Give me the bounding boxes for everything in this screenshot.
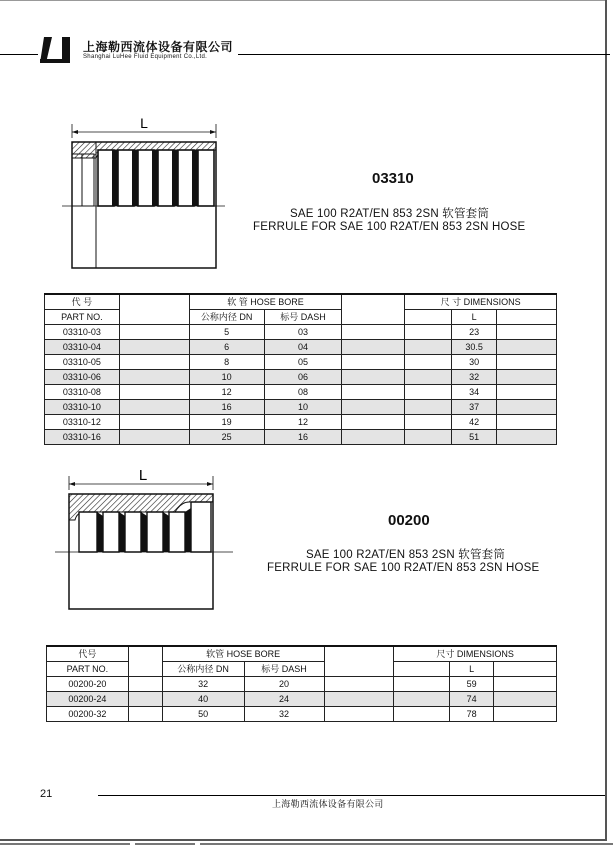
cell-dash: 32	[244, 707, 324, 722]
cell-dn: 25	[189, 430, 264, 445]
header-blank	[119, 294, 189, 325]
header-part-no: PART NO.	[45, 310, 120, 325]
cell-dash: 24	[244, 692, 324, 707]
header-blank	[494, 662, 557, 677]
table-row	[47, 707, 557, 722]
footer-company-name: 上海勒西流体设备有限公司	[272, 799, 384, 809]
table-cell	[342, 400, 405, 415]
header-blank	[394, 662, 450, 677]
header-dash: 标号 DASH	[264, 310, 342, 325]
table-cell	[497, 400, 557, 415]
table-cell	[497, 385, 557, 400]
table-cell	[324, 677, 394, 692]
cell-dn: 10	[189, 370, 264, 385]
table-cell	[405, 400, 452, 415]
table-cell	[394, 707, 450, 722]
table-cell	[497, 430, 557, 445]
company-name-cn: 上海勒西流体设备有限公司	[83, 40, 234, 54]
header-hose-bore: 软 管 HOSE BORE	[189, 294, 342, 310]
spec-table-03310	[44, 293, 557, 445]
header-blank	[497, 310, 557, 325]
cell-dn: 19	[189, 415, 264, 430]
table-row	[45, 430, 557, 445]
cell-dash: 08	[264, 385, 342, 400]
table-cell	[342, 430, 405, 445]
table-cell	[497, 340, 557, 355]
cell-part: 00200-24	[47, 692, 129, 707]
ferrule-03310-drawing	[60, 110, 225, 275]
table-row	[45, 355, 557, 370]
page-number: 21	[40, 788, 53, 800]
company-name-en: Shanghai LuHee Fluid Equipment Co.,Ltd.	[83, 54, 208, 60]
table-cell	[119, 325, 189, 340]
header-blank	[405, 310, 452, 325]
header-hose-bore: 软管 HOSE BORE	[162, 646, 324, 662]
cell-l: 30.5	[452, 340, 497, 355]
table-cell	[342, 385, 405, 400]
header-dimensions: 尺 寸 DIMENSIONS	[405, 294, 557, 310]
table-row	[45, 325, 557, 340]
table-cell	[405, 325, 452, 340]
product-code-03310: 03310	[372, 170, 414, 187]
cell-part: 03310-05	[45, 355, 120, 370]
table-cell	[405, 370, 452, 385]
header-code-cn: 代 号	[45, 294, 120, 310]
table-row	[45, 340, 557, 355]
cell-dash: 12	[264, 415, 342, 430]
table-cell	[128, 707, 162, 722]
cell-dash: 10	[264, 400, 342, 415]
cell-l: 42	[452, 415, 497, 430]
header-rule-right	[238, 54, 610, 55]
table-cell	[119, 385, 189, 400]
header-l: L	[452, 310, 497, 325]
table-row	[45, 400, 557, 415]
product-title-cn: SAE 100 R2AT/EN 853 2SN 软管套筒	[290, 208, 490, 220]
table-cell	[342, 355, 405, 370]
product-code-00200: 00200	[388, 512, 430, 529]
cell-l: 59	[450, 677, 494, 692]
cell-part: 00200-32	[47, 707, 129, 722]
cell-l: 74	[450, 692, 494, 707]
header-blank	[324, 646, 394, 677]
cell-dn: 16	[189, 400, 264, 415]
table-cell	[497, 325, 557, 340]
table-cell	[405, 340, 452, 355]
table-cell	[394, 677, 450, 692]
product-title-cn: SAE 100 R2AT/EN 853 2SN 软管套筒	[306, 549, 506, 561]
cell-dn: 32	[162, 677, 244, 692]
cell-part: 03310-10	[45, 400, 120, 415]
table-cell	[405, 415, 452, 430]
table-cell	[119, 355, 189, 370]
cell-dash: 16	[264, 430, 342, 445]
cell-part: 00200-20	[47, 677, 129, 692]
table-cell	[497, 415, 557, 430]
table-cell	[405, 385, 452, 400]
table-cell	[494, 707, 557, 722]
cell-part: 03310-06	[45, 370, 120, 385]
spec-table-00200	[46, 645, 557, 722]
table-cell	[119, 340, 189, 355]
table-row	[45, 385, 557, 400]
table-cell	[342, 340, 405, 355]
product-title-en: FERRULE FOR SAE 100 R2AT/EN 853 2SN HOSE	[253, 221, 526, 233]
header-dash: 标号 DASH	[244, 662, 324, 677]
footer-rule	[98, 795, 605, 796]
cell-part: 03310-16	[45, 430, 120, 445]
cell-l: 23	[452, 325, 497, 340]
table-cell	[394, 692, 450, 707]
cell-part: 03310-04	[45, 340, 120, 355]
table-cell	[405, 355, 452, 370]
table-cell	[497, 370, 557, 385]
header-dimensions: 尺寸 DIMENSIONS	[394, 646, 557, 662]
cell-l: 37	[452, 400, 497, 415]
header-blank	[128, 646, 162, 677]
bottom-edge	[0, 841, 613, 846]
table-cell	[128, 692, 162, 707]
table-cell	[324, 707, 394, 722]
table-cell	[119, 430, 189, 445]
cell-dn: 6	[189, 340, 264, 355]
table-cell	[494, 692, 557, 707]
header-part-no: PART NO.	[47, 662, 129, 677]
table-cell	[405, 430, 452, 445]
cell-dash: 06	[264, 370, 342, 385]
header-blank	[342, 294, 405, 325]
header-code-cn: 代号	[47, 646, 129, 662]
cell-part: 03310-03	[45, 325, 120, 340]
cell-l: 78	[450, 707, 494, 722]
table-cell	[497, 355, 557, 370]
cell-part: 03310-12	[45, 415, 120, 430]
header-l: L	[450, 662, 494, 677]
cell-dn: 12	[189, 385, 264, 400]
table-cell	[494, 677, 557, 692]
table-row	[45, 415, 557, 430]
cell-dash: 05	[264, 355, 342, 370]
header-dn: 公称内径 DN	[189, 310, 264, 325]
cell-dash: 03	[264, 325, 342, 340]
cell-dash: 20	[244, 677, 324, 692]
cell-part: 03310-08	[45, 385, 120, 400]
dimension-l-label: L	[138, 467, 148, 484]
header-dn: 公称内径 DN	[162, 662, 244, 677]
table-cell	[119, 370, 189, 385]
table-row	[47, 677, 557, 692]
cell-dash: 04	[264, 340, 342, 355]
dimension-l-label: L	[140, 115, 148, 131]
product-title-en: FERRULE FOR SAE 100 R2AT/EN 853 2SN HOSE	[267, 562, 540, 574]
cell-l: 30	[452, 355, 497, 370]
header-rule-left	[0, 54, 38, 55]
table-cell	[342, 325, 405, 340]
table-cell	[324, 692, 394, 707]
table-cell	[342, 415, 405, 430]
table-row	[45, 370, 557, 385]
cell-l: 32	[452, 370, 497, 385]
table-cell	[342, 370, 405, 385]
cell-dn: 5	[189, 325, 264, 340]
cell-l: 34	[452, 385, 497, 400]
cell-l: 51	[452, 430, 497, 445]
ferrule-00200-drawing	[55, 460, 235, 615]
cell-dn: 40	[162, 692, 244, 707]
table-row	[47, 692, 557, 707]
table-cell	[119, 400, 189, 415]
table-cell	[119, 415, 189, 430]
table-cell	[128, 677, 162, 692]
cell-dn: 50	[162, 707, 244, 722]
cell-dn: 8	[189, 355, 264, 370]
company-logo-icon	[40, 37, 76, 63]
